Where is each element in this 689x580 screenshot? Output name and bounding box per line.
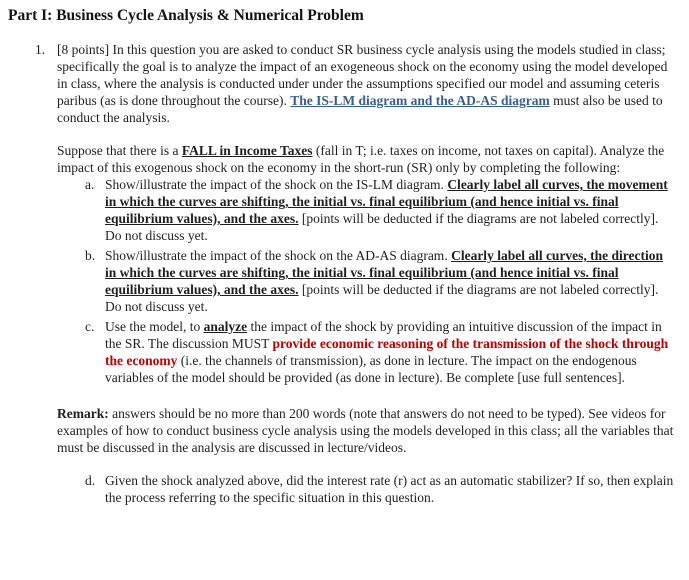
subitem-b-body — [105, 247, 675, 315]
paragraph-spacer — [57, 456, 675, 472]
subitem-d — [85, 472, 675, 506]
intro-text-2: must also be used to conduct the analysis. — [57, 93, 663, 125]
setup-text-2: (fall in T; i.e. taxes on income, not taxes on capital). Analyze the impact of this exogenous shock on the economy in the short-run (SR) only by completing the following: — [57, 143, 665, 175]
question-1 — [35, 41, 677, 509]
subitem-a-label: a. — [85, 177, 95, 192]
subitem-c-text-2: the impact of the shock by providing an intuitive discussion of the impact in the SR. The discussion MUST — [105, 319, 662, 351]
paragraph-spacer — [57, 389, 675, 405]
subitem-b-label: b. — [85, 248, 96, 263]
setup-text-1: Suppose that there is a — [57, 143, 182, 158]
subitem-b-emphasis: Clearly label all curves, the direction in which the curves are shifting, the initial vs. final equilibrium (and hence initial vs. final equilibrium values), and the axes. — [105, 248, 664, 297]
intro-text-1: [8 points] In this question you are asked to conduct SR business cycle analysis using the models studied in class; specifically the goal is to analyze the impact of an exogeneous shock on the economy using the model developed in class, where the analysis is conducted under under the assumptions specified our model and assuming ceteris paribus (as is done throughout the course). — [57, 42, 668, 108]
subitem-c-emphasis: analyze — [203, 319, 248, 334]
subitem-c-text-1: Use the model, to — [105, 319, 204, 334]
subitem-c-label: c. — [85, 319, 95, 334]
question-1-body — [57, 41, 677, 509]
subitem-b-text-1: Show/illustrate the impact of the shock on the AD-AS diagram. — [105, 248, 452, 263]
shock-emphasis-text: FALL in Income Taxes — [181, 143, 313, 158]
subitem-a-text-2: [points will be deducted if the diagrams are not labeled correctly]. Do not discuss yet. — [105, 211, 659, 243]
subitem-c-red-emphasis: provide economic reasoning of the transmission of the shock through the economy — [105, 336, 669, 368]
subitem-a — [85, 176, 675, 244]
subitem-c-body — [105, 318, 675, 386]
subitem-b-text-2: [points will be deducted if the diagrams are not labeled correctly]. Do not discuss yet. — [105, 282, 659, 314]
remark-label: Remark: — [57, 406, 109, 421]
remark-paragraph — [57, 405, 675, 456]
subitem-c-text-3: (i.e. the channels of transmission), as done in lecture. The impact on the endogenous variables of the model should be provided (as done in lecture). Be complete [use full sentences]. — [105, 353, 637, 385]
subitem-b — [85, 247, 675, 315]
paragraph-spacer — [57, 126, 675, 142]
subitem-a-body — [105, 176, 675, 244]
page-title: Part I: Business Cycle Analysis & Numerical Problem — [8, 7, 364, 24]
question-1-number: 1. — [35, 42, 46, 57]
subitem-d-body — [105, 472, 675, 506]
intro-paragraph — [57, 41, 675, 126]
subitem-a-emphasis: Clearly label all curves, the movement in which the curves are shifting, the initial vs. final equilibrium (and hence initial vs. final equilibrium values), and the axes. — [105, 177, 668, 226]
subitem-d-text: Given the shock analyzed above, did the interest rate (r) act as an automatic stabilizer? If so, then explain the process referring to the specific situation in this question. — [105, 473, 674, 505]
subitem-d-label: d. — [85, 473, 96, 488]
subitem-c — [85, 318, 675, 386]
setup-paragraph — [57, 142, 675, 176]
subitem-a-text-1: Show/illustrate the impact of the shock on the IS-LM diagram. — [105, 177, 448, 192]
remark-text: answers should be no more than 200 words (note that answers do not need to be typed). See videos for examples of how to conduct business cycle analysis using the models developed in this class; all the variables that must be discussed in the analysis are discussed in lecture/videos. — [57, 406, 674, 455]
islm-adas-diagram-link[interactable]: The IS-LM diagram and the AD-AS diagram — [290, 93, 550, 108]
